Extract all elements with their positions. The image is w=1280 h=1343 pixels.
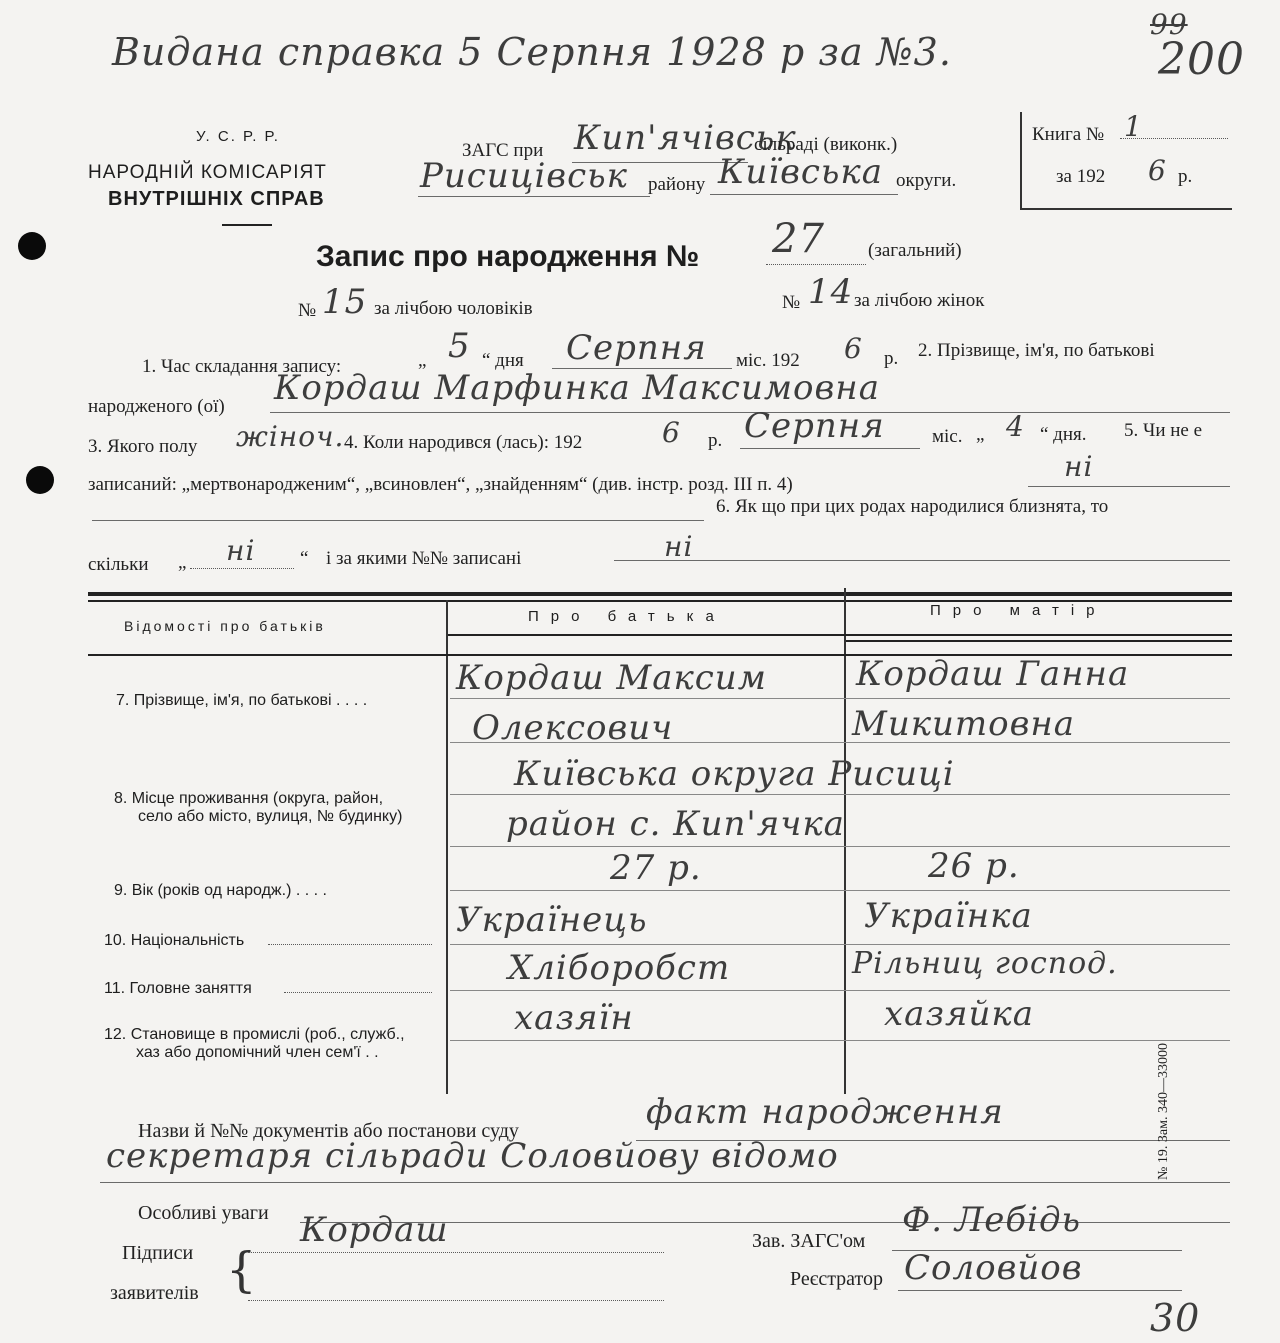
row8-label2: село або місто, вулиця, № будинку) bbox=[138, 808, 403, 825]
field5-line bbox=[1028, 486, 1230, 487]
top-handwritten-note: Видана справка 5 Серпня 1928 р за №3. bbox=[112, 30, 952, 74]
header-divider bbox=[222, 224, 272, 226]
field4-day: 4 bbox=[1006, 410, 1025, 443]
men-label: за лічбою чоловіків bbox=[374, 298, 533, 319]
field3-label: 3. Якого полу bbox=[88, 436, 198, 457]
row12-label1: 12. Становище в промислі (роб., служб., bbox=[104, 1026, 405, 1043]
book-year-digit: 6 bbox=[1148, 154, 1167, 187]
binder-hole-bottom bbox=[26, 466, 54, 494]
table-header-rule-3 bbox=[846, 640, 1232, 642]
mother-nationality: Українка bbox=[864, 896, 1033, 936]
row11-dots bbox=[284, 992, 432, 993]
field6-label-c: і за якими №№ записані bbox=[326, 548, 522, 569]
field4-year: 6 bbox=[662, 416, 681, 449]
father-name2: Олексович bbox=[472, 708, 674, 748]
registrar-label: Реєстратор bbox=[790, 1268, 884, 1290]
table-line-1 bbox=[450, 698, 1230, 699]
row8-label1: 8. Місце проживання (округа, район, bbox=[114, 790, 384, 807]
field4-mis: міс. bbox=[932, 426, 963, 447]
district-name: Рисицівськ bbox=[420, 156, 628, 196]
father-occupation: Хліборобст bbox=[508, 948, 731, 988]
field6-value2: ні bbox=[664, 530, 694, 563]
page-number: 200 bbox=[1158, 34, 1245, 85]
book-year-suffix: р. bbox=[1178, 166, 1193, 187]
documents-value: факт народження bbox=[646, 1092, 1004, 1132]
struck-page-number: 99 bbox=[1150, 8, 1188, 41]
table-line-4 bbox=[450, 846, 1230, 847]
field5-value: ні bbox=[1064, 450, 1094, 483]
row11-label: 11. Головне заняття bbox=[104, 980, 252, 997]
ussr-label: У. С. Р. Р. bbox=[196, 128, 280, 145]
field1-r: р. bbox=[884, 348, 899, 369]
field4-r: р. bbox=[708, 430, 723, 451]
side-print: № 19. Зам. 340—33000 bbox=[1156, 1043, 1171, 1180]
ministry-line1: НАРОДНІЙ КОМІСАРІЯТ bbox=[88, 162, 327, 183]
row7-label: 7. Прізвище, ім'я, по батькові . . . . bbox=[116, 692, 368, 709]
women-number: 14 bbox=[808, 272, 854, 312]
field1-label: 1. Час складання запису: bbox=[142, 356, 342, 377]
notes-label: Особливі уваги bbox=[138, 1202, 269, 1224]
book-number: 1 bbox=[1124, 110, 1143, 143]
field3-value: жіноч. bbox=[236, 420, 345, 453]
table-col1-header: Відомості про батьків bbox=[124, 618, 326, 634]
father-nationality: Українець bbox=[456, 900, 648, 940]
documents-value2: секретаря сільради Соловйову відомо bbox=[106, 1136, 839, 1176]
table-divider-1 bbox=[446, 600, 448, 1094]
row12-label2: хаз або допомічний член сем'ї . . bbox=[136, 1044, 379, 1061]
row10-label: 10. Національність bbox=[104, 932, 245, 949]
signatures-label1: Підписи bbox=[122, 1242, 194, 1264]
signature-line-2 bbox=[248, 1300, 664, 1301]
table-line-5 bbox=[450, 890, 1230, 891]
village-suffix: сільраді (виконк.) bbox=[754, 134, 898, 155]
men-prefix: № bbox=[298, 300, 317, 321]
field1-month: Серпня bbox=[566, 328, 707, 368]
book-label: Книга № bbox=[1032, 124, 1105, 145]
table-col2-header: Про батька bbox=[528, 608, 726, 625]
district-line bbox=[418, 196, 650, 197]
field1-year: 6 bbox=[844, 332, 863, 365]
row9-label: 9. Вік (років од народж.) . . . . bbox=[114, 882, 327, 899]
residence-line1: Київська округа Рисиці bbox=[514, 754, 955, 794]
okrug-name: Київська bbox=[718, 152, 884, 192]
record-title: Запис про народження № bbox=[316, 240, 700, 273]
field4-month: Серпня bbox=[744, 406, 885, 446]
father-status: хазяїн bbox=[514, 998, 634, 1038]
women-prefix: № bbox=[782, 292, 801, 313]
field6-value: ні bbox=[226, 534, 256, 567]
head-signature: Ф. Лебідь bbox=[902, 1200, 1082, 1240]
table-line-7 bbox=[450, 990, 1230, 991]
mother-status: хазяйка bbox=[884, 994, 1034, 1034]
documents-line-2 bbox=[100, 1182, 1230, 1183]
table-col3-header: Про матір bbox=[930, 602, 1107, 619]
field6-label-b: скільки bbox=[88, 554, 149, 575]
record-number: 27 bbox=[772, 216, 825, 262]
field6-label: 6. Як що при цих родах народилися близнята, то bbox=[716, 496, 1109, 517]
field2-label: 2. Прізвище, ім'я, по батькові bbox=[918, 340, 1155, 361]
field1-mis: міс. 192 bbox=[736, 350, 800, 371]
field1-quote-open: „ bbox=[418, 350, 427, 371]
row10-dots bbox=[268, 944, 432, 945]
field1-day: 5 bbox=[448, 326, 471, 366]
table-header-rule bbox=[448, 634, 1232, 636]
field4-label: 4. Коли народився (лась): 192 bbox=[344, 432, 583, 453]
table-line-3 bbox=[450, 794, 1230, 795]
signatures-label2: заявителів bbox=[110, 1282, 199, 1304]
table-top-rule bbox=[88, 592, 1232, 596]
field5-label: 5. Чи не е bbox=[1124, 420, 1203, 441]
okrug-line bbox=[710, 194, 898, 195]
field6-quote-open: „ bbox=[178, 552, 187, 573]
father-age: 27 р. bbox=[610, 848, 702, 888]
okrug-label: округи. bbox=[896, 170, 957, 191]
field1-quote-day: “ дня bbox=[482, 350, 524, 371]
registrar-line bbox=[898, 1290, 1182, 1291]
child-name: Кордаш Марфинка Максимовна bbox=[274, 368, 880, 408]
field5-label-b: записаний: „мертвонародженим“, „всиновлен“, „знайденням“ (див. інстр. розд. III п. 4) bbox=[88, 474, 793, 495]
documents-label: Назви й №№ документів або постанови суду bbox=[138, 1120, 519, 1142]
men-number: 15 bbox=[322, 282, 368, 322]
field4-month-line bbox=[740, 448, 920, 449]
table-line-8 bbox=[450, 1040, 1230, 1041]
table-line-6 bbox=[450, 944, 1230, 945]
field6-value2-line bbox=[614, 560, 1230, 561]
mother-name2: Микитовна bbox=[852, 704, 1076, 744]
book-number-line bbox=[1120, 138, 1228, 139]
mother-age: 26 р. bbox=[928, 846, 1020, 886]
bottom-page-number: 30 bbox=[1150, 1296, 1201, 1340]
field4-quote-day: “ дня. bbox=[1040, 424, 1087, 445]
binder-hole-top bbox=[18, 232, 46, 260]
father-name: Кордаш Максим bbox=[456, 658, 767, 698]
residence-line2: район с. Кип'ячка bbox=[506, 804, 845, 844]
field2-label-b: народженого (ої) bbox=[88, 396, 225, 417]
signatures-brace: { bbox=[226, 1242, 257, 1298]
signature-line-1 bbox=[248, 1252, 664, 1253]
record-general: (загальний) bbox=[868, 240, 962, 261]
book-year-prefix: за 192 bbox=[1056, 166, 1106, 187]
district-label: району bbox=[648, 174, 706, 195]
field6-value-line bbox=[190, 568, 294, 569]
field4-quote-open: „ bbox=[976, 424, 985, 445]
field6-quote-close: “ bbox=[300, 548, 309, 569]
field5-blank-line bbox=[92, 520, 704, 521]
head-label: Зав. ЗАГС'ом bbox=[752, 1230, 866, 1252]
mother-occupation: Рільниц господ. bbox=[852, 946, 1118, 981]
record-number-line bbox=[766, 264, 866, 265]
registrar-signature: Соловйов bbox=[904, 1248, 1083, 1288]
mother-name: Кордаш Ганна bbox=[856, 654, 1130, 694]
ministry-line2: ВНУТРІШНІХ СПРАВ bbox=[108, 188, 325, 210]
village-name: Кип'ячівськ bbox=[574, 118, 797, 158]
applicant-signature: Кордаш bbox=[300, 1210, 449, 1250]
zags-prefix: ЗАГС при bbox=[462, 140, 544, 161]
women-label: за лічбою жінок bbox=[854, 290, 985, 311]
